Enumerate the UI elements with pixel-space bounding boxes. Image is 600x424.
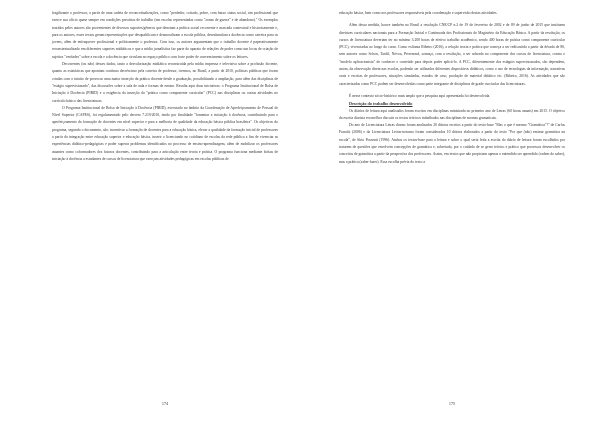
left-page-body <box>52 10 278 163</box>
left-page <box>52 10 278 414</box>
left-paragraph-2: Decorrentes (ou não) desses dados, tanto a desvalorização midiática reconstruída pela mídia impressa e televisiva sobre a profissão docente, quanto as estatísticas que apontam contínuo decréscimo pela carreira de professor, tivemos, no Brasil, a partir de 2010, políticas públicas que foram criadas com o intuito de provocar uma maior inserção da prática docente desde a graduação, possibilitando a ampliação, para além das disciplinas de "estágio supervisionado", das discussões sobre a sala de aula e formas de ensino. Resulta aqui duas iniciativas: o Programa Institucional de Bolsa de Iniciação à Docência (PIBID) e a exigência da inserção da "prática como componente curricular" (PCC) nas disciplinas ou outras atividades no currículo básico das licenciaturas. <box>52 62 278 103</box>
right-paragraph-3: É nesse contexto sócio-histórico mais amplo que a pesquisa aqui apresentada foi desenvolvida. <box>349 93 491 98</box>
right-paragraph-1: educação básica, bem como aos professores responsáveis pela coordenação e supervisão destas atividades. <box>339 11 498 15</box>
right-paragraph-4: Os diários de leitura aqui analisados foram escritos em disciplinas ministrada no primeiro ano de Letras (60 horas anuais) em 2015. O objetivo da escrita diarista era melhor discutir os textos teóricos trabalhados nas disciplinas de normas gramaticais. <box>339 108 565 120</box>
left-paragraph-1: fragilizante o professor, a partir de uma cadeia de reconceitualizações, como "perdedor, coitado, pobre, com baixo status social, um profissional que exerce sua ofício quase sempre em condições precárias de trabalho (em escolas representadas como "zonas de guerra" e de abandono)." Os exemplos trazidos pelos autores são provenientes de diversos suportes/gêneros que denotam a prática social recorrente e marcada contextual e historicamente e, para os autores, esses textos geram representações que desqualificam e desmoralizam a escola pública, desestimulam a docência como carreira para os jovens, além de enfraquecer profissional e politicamente o professor. Com isso, os autores argumentam que o trabalho docente é paperativamente reconstextualizado em diferentes suportes midiáticos e que a mídia jornalística faz parte do aparato de relações de poder como um locus de criação de sujeitos "verdades" sobre a escola e a docência que circulam no espaço público com forte poder de convencimento sobre os leitores. <box>52 11 278 59</box>
left-page-number: 174 <box>161 401 169 406</box>
section-heading: Descrição do trabalho desenvolvido <box>349 101 413 107</box>
right-paragraph-5: Do ano de Licenciatura Letras diurno foram analisados 20 diários escritos a partir do texto-base "Mas o que é mesmo "Gramática"?" de Carlos Franchi (2006) e da Licenciatura Letras-noturno foram considerados 10 diários elaborados a partir do texto "Por que (não) ensinar gramática na escola", de Sírio Possenti (1996). Ambos os textos-base para a leitura e sobre o qual seria feita a escrita do diário de leitura foram escolhidos por tratarem de questões que envolvem concepções de gramática e, sobretudo, por o cuidado de se gerar teórico e prático que processos desenvolver os conceitos de gramática a partir da perspectiva dos professores. Assim, em textos que não propiciam apenas o entendido ser aprendido (ordem do saber), mas a prática (saber-fazer). Essa escolha prévia do texto a <box>339 123 565 164</box>
right-page <box>339 10 565 414</box>
right-page-body <box>339 10 565 166</box>
left-paragraph-3: O Programa Institucional de Bolsa de Iniciação à Docência (PIBID), executado no âmbito da Coordenação de Aperfeiçoamento de Pessoal de Nível Superior (CAPES), foi regulamentado pelo decreto 7.219/2010, tendo por finalidade "fomentar a iniciação à docência, contribuindo para o aperfeiçoamento da formação de docentes em nível superior e para a melhoria de qualidade da educação básica pública brasileira". Os objetivos do programa, segundo o documento, são: incentivar a formação de docentes para a educação básica, elevar a qualidade da formação inicial de professores a partir da integração entre educação superior e educação básica, inserir o licenciando no cotidiano de escolas da rede pública a fim de vivenciar as experiências didático-pedagógicas e poder superar problemas identificados no processo de ensino-aprendizagem, além de mobilizar os professores atuantes como coformadores dos futuros docentes, contribuindo para a articulação entre teoria e prática. O programa funciona mediante bolsas de iniciação à docência a estudantes de cursos de licenciatura que exerçam atividades pedagógicas em escolas públicas de <box>52 105 278 161</box>
right-paragraph-2: Além dessa medida, houve também no Brasil a resolução CNE/CP n.2 de 19 de fevereiro de 2002 e de 09 de junho de 2015 que instituem diretrizes curriculares nacionais para a Formação Inicial e Continuada dos Profissionais do Magistério da Educação Básica. A partir da resolução, os cursos de licenciatura deveriam ter no mínimo 3.200 horas de efetivo trabalho acadêmico, sendo 400 horas de prática como componente curricular (PCC), vivenciadas ao longo do curso. Como exlianta Ribeiro (2016), a relação teoria e prática que começa a ser rediscutida a partir da década de 80, sem autores como Schon, Tardif, Nóvoa, Perrenoud, somaça, com a resolução, a ser sobrada no componente dos cursos de licenciatura, contra o "modelo aplicacionista" de conhecer o conteúdo para depois poder aplicá-lo. A PCC, diferentemente dos estágios supervisionados, são dependem, assim, da observação direta nas escolas, podendo ser utilizados diferentes dispositivos didáticos, como o uso de tecnologias da informação, narrativas orais e escritas de professores, situações simuladas, estudos de caso, produção de material didático etc. (Ribeiro, 2016). As atividades que são caracterizadas como PCC podem ser desenvolvidas como parte integrante de disciplinas de grade curricular das licenciaturas. <box>339 23 565 86</box>
right-page-number: 175 <box>448 401 456 406</box>
